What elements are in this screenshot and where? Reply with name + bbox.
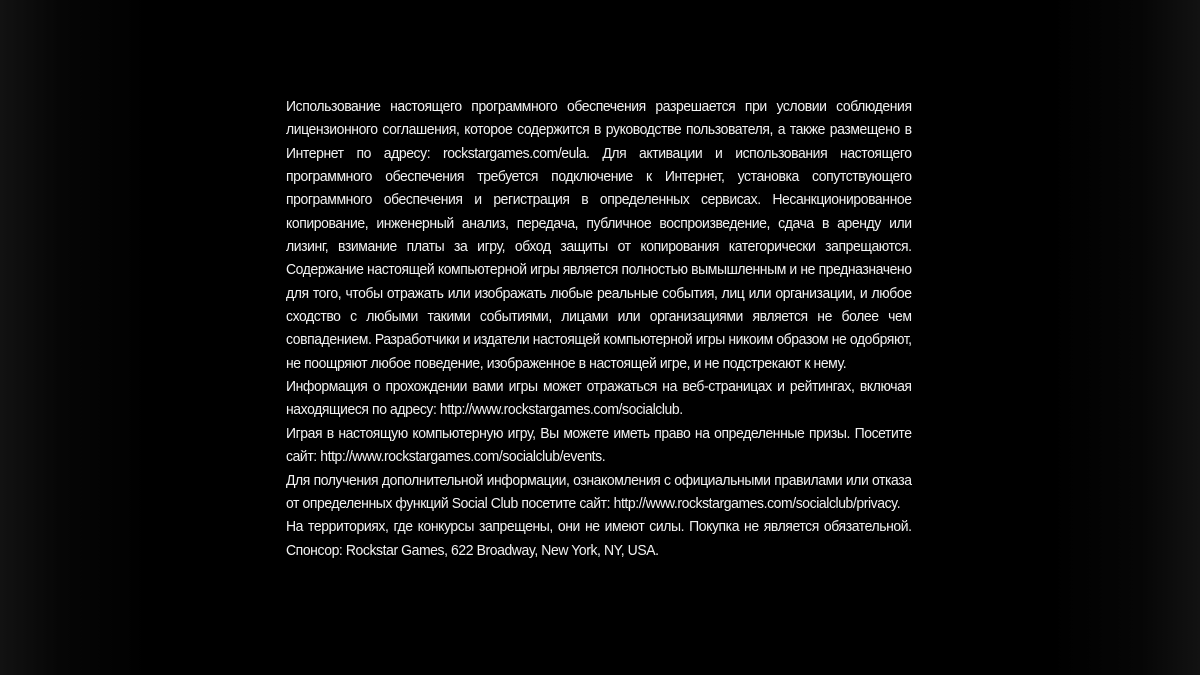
prizes-paragraph: Играя в настоящую компьютерную игру, Вы можете иметь право на определенные призы. Посетите сайт: http://www.rockstargames.com/socialclub/events. xyxy=(286,424,912,466)
rankings-paragraph: Информация о прохождении вами игры может отражаться на веб-страницах и рейтингах, включая находящиеся по адресу: http://www.rockstargames.com/socialclub. xyxy=(286,378,912,419)
license-paragraph: Использование настоящего программного обеспечения разрешается при условии соблюдения лицензионного соглашения, которое содержится в руководстве пользователя, а также размещено в Интернет по адресу: rockstargames.com/eula. Для активации и использования настоящего программного обеспечения требуется подключение к Интернет, установка сопутствующего программного обеспечения и регистрация в определенных сервисах. Несанкционированное копирование, инженерный анализ, передача, публичное воспроизведение, сдача в аренду или лизинг, взимание платы за игру, обход защиты от копирования категорически запрещаются. Содержание настоящей компьютерной игры является полностью вымышленным и не предназначено для того, чтобы отражать или изображать любые реальные события, лиц или организации, и любое сходство с любыми такими событиями, лицами или организациями является не более чем совпадением. Разработчики и издатели настоящей компьютерной игры никоим образом не одобряют, не поощряют любое поведение, изображенное в настоящей игре, и не подстрекают к нему. xyxy=(286,98,912,372)
sponsor-paragraph: На территориях, где конкурсы запрещены, они не имеют силы. Покупка не является обязательной. Спонсор: Rockstar Games, 622 Broadway, New York, NY, USA. xyxy=(286,518,912,559)
privacy-paragraph: Для получения дополнительной информации, ознакомления с официальными правилами или отказа от определенных функций Social Club посетите сайт: http://www.rockstargames.com/socialclub/privacy. xyxy=(286,471,912,512)
legal-text-block xyxy=(286,95,912,562)
